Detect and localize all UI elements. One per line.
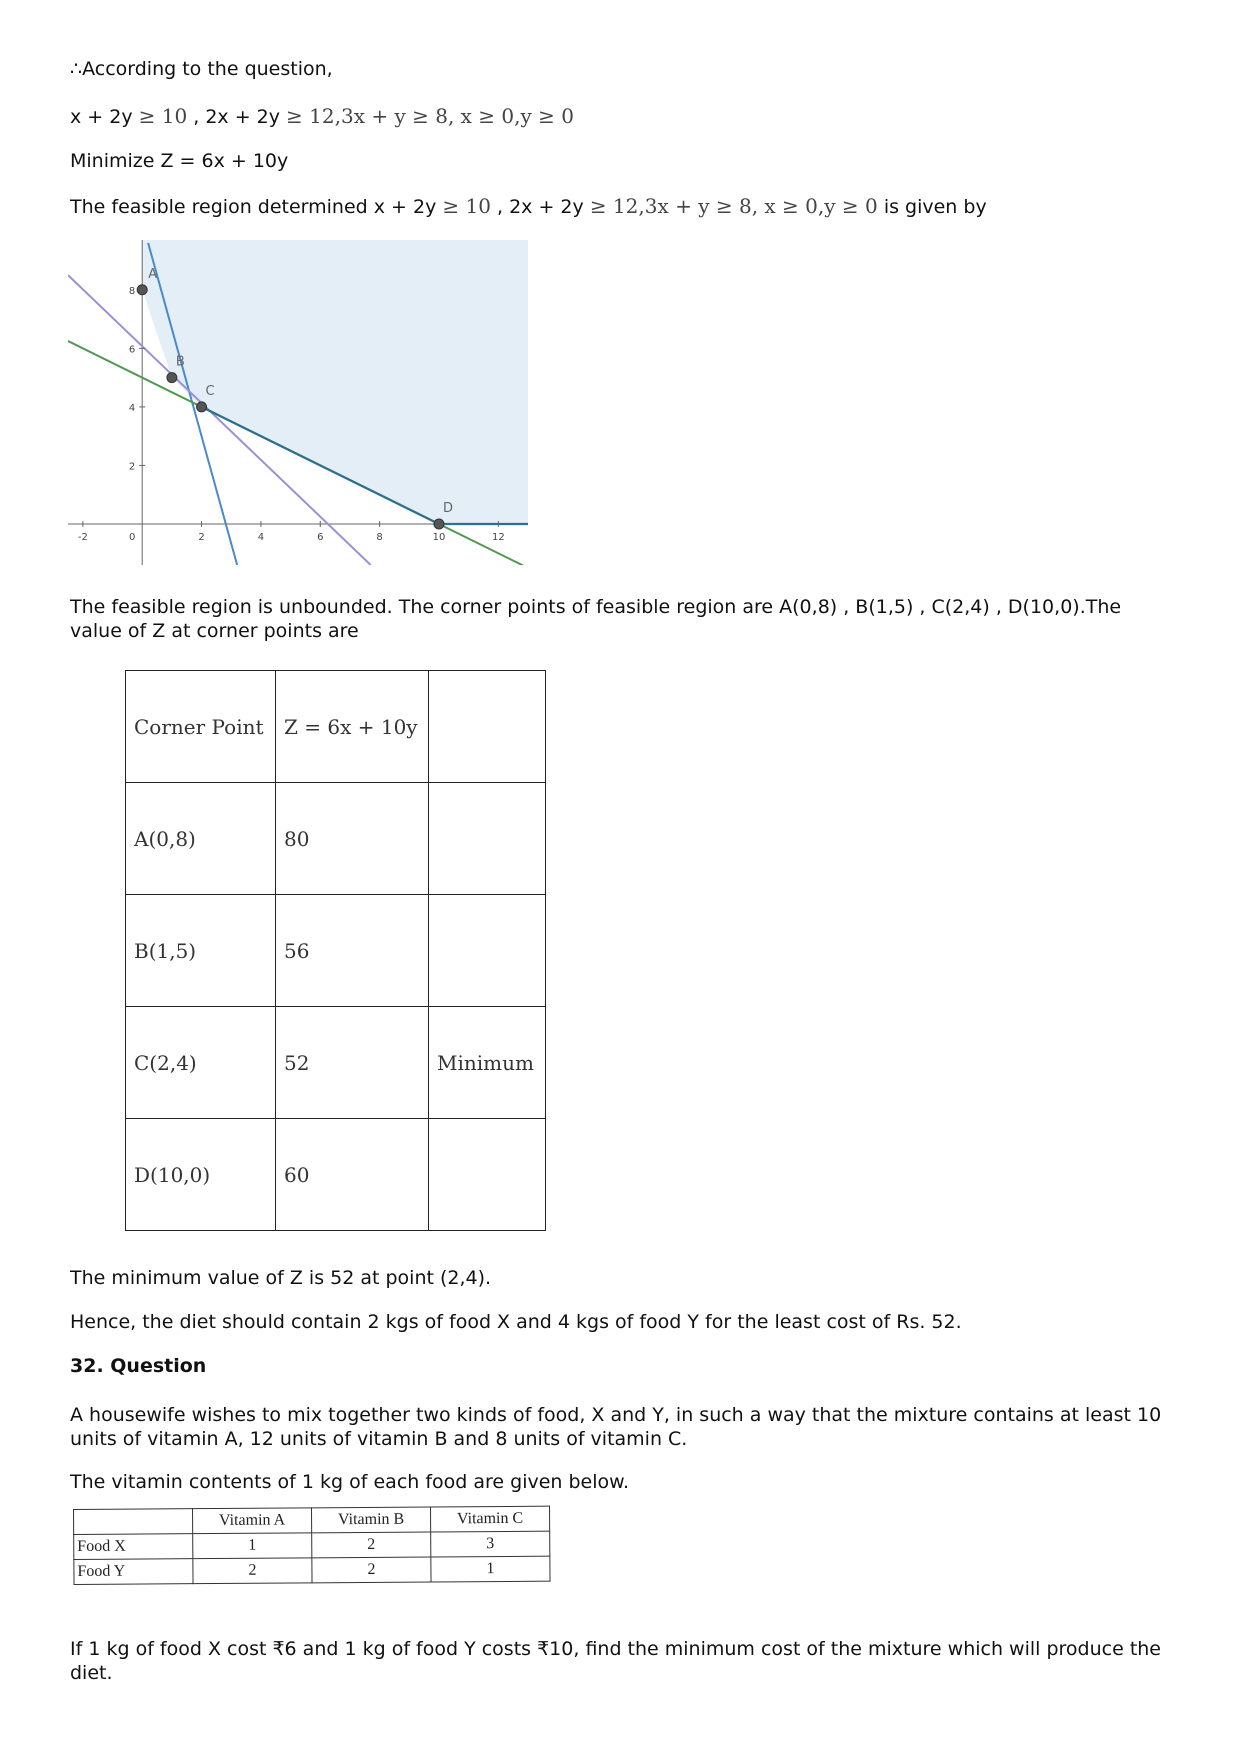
y-tick-label: 4 [128,402,136,414]
minimum-value-line: The minimum value of Z is 52 at point (2,4). [70,1267,492,1289]
corner-point-cell: D(10,0) [126,1119,276,1231]
table-row [74,1531,550,1559]
corner-table-header-cell: Corner Point [126,671,276,783]
feasible-math-1: ≥ 10 [442,194,491,218]
corner-point-cell: C(2,4) [126,1007,276,1119]
corner-table-header-row [126,671,546,783]
x-tick-label: 12 [491,532,505,544]
minimize-line: Minimize Z = 6x + 10y [70,150,289,172]
y-tick-label: 6 [128,344,136,356]
y-tick-label: 8 [128,285,136,297]
food-name-cell: Food Y [74,1559,193,1585]
z-value-cell: 56 [276,895,429,1007]
corner-point-label: D [442,501,453,517]
vitamin-table-header-cell: Vitamin A [193,1508,312,1534]
vitamin-value-cell: 1 [193,1533,312,1559]
x-tick-label: 2 [198,532,205,544]
food-name-cell: Food X [74,1534,193,1560]
vitamin-table-header-cell [74,1509,193,1535]
x-tick-label: 0 [129,532,136,544]
remark-cell [429,783,546,895]
corner-table-header-cell: Z = 6x + 10y [276,671,429,783]
table-row [126,895,546,1007]
corner-point-table [125,670,546,1231]
feasible-text-prefix: The feasible region determined x + 2y [70,196,437,218]
vitamin-value-cell: 1 [431,1556,550,1582]
unbounded-paragraph: The feasible region is unbounded. The corner points of feasible region are A(0,8) , B(1,5) , C(2,4) , D(10,0).The value of Z at corner points are [70,596,1122,642]
z-value-cell: 52 [276,1007,429,1119]
according-line: ∴According to the question, [70,58,333,80]
feasible-region-area [142,240,528,524]
vitamin-table-header-cell: Vitamin B [311,1507,430,1533]
feasible-text-mid: , 2x + 2y [497,196,584,218]
vitamin-intro-line: The vitamin contents of 1 kg of each food are given below. [70,1471,629,1493]
z-value-cell: 80 [276,783,429,895]
x-tick-label: 6 [317,532,324,544]
vitamin-table-header-row [74,1506,550,1534]
x-tick-label: -2 [77,532,88,544]
feasible-math-2: ≥ 12,3x + y ≥ 8, x ≥ 0,y ≥ 0 [589,194,878,218]
vitamin-value-cell: 2 [312,1532,431,1558]
constraints-text-2: , 2x + 2y [193,106,280,128]
remark-cell: Minimum [429,1007,546,1119]
feasible-line [70,194,987,218]
constraints-math-2: ≥ 12,3x + y ≥ 8, x ≥ 0,y ≥ 0 [286,104,574,128]
corner-point-d [434,519,444,529]
x-tick-label: 4 [257,532,265,544]
vitamin-table [73,1506,551,1585]
vitamin-value-cell: 3 [431,1531,550,1557]
corner-point-label: A [148,266,158,282]
corner-table-header-cell [429,671,546,783]
corner-point-c [197,402,207,412]
question-heading: 32. Question [70,1355,207,1377]
cost-paragraph: If 1 kg of food X cost ₹6 and 1 kg of food Y costs ₹10, find the minimum cost of the mixture which will produce the diet. [70,1638,1161,1684]
vitamin-value-cell: 2 [193,1558,312,1584]
corner-point-cell: B(1,5) [126,895,276,1007]
y-tick-label: 2 [128,461,136,473]
constraints-math-1: ≥ 10 [138,104,188,128]
table-row [126,1007,546,1119]
feasible-region-graph [68,240,528,565]
feasible-text-suffix: is given by [883,196,987,218]
remark-cell [429,895,546,1007]
remark-cell [429,1119,546,1231]
vitamin-value-cell: 2 [312,1557,431,1583]
corner-point-a [137,285,147,295]
x-tick-label: 8 [376,532,383,544]
table-row [126,783,546,895]
corner-point-b [167,373,177,383]
z-value-cell: 60 [276,1119,429,1231]
table-row [74,1556,550,1584]
x-tick-label: 10 [432,532,446,544]
constraints-line [70,104,574,128]
corner-point-label: C [205,383,215,399]
vitamin-table-header-cell: Vitamin C [430,1506,549,1532]
constraints-text-1: x + 2y [70,106,133,128]
corner-point-cell: A(0,8) [126,783,276,895]
corner-point-label: B [175,354,185,370]
hence-line: Hence, the diet should contain 2 kgs of food X and 4 kgs of food Y for the least cost of Rs. 52. [70,1311,962,1333]
table-row [126,1119,546,1231]
question-paragraph: A housewife wishes to mix together two kinds of food, X and Y, in such a way that the mixture contains at least 10 units of vitamin A, 12 units of vitamin B and 8 units of vitamin C. [70,1404,1162,1450]
